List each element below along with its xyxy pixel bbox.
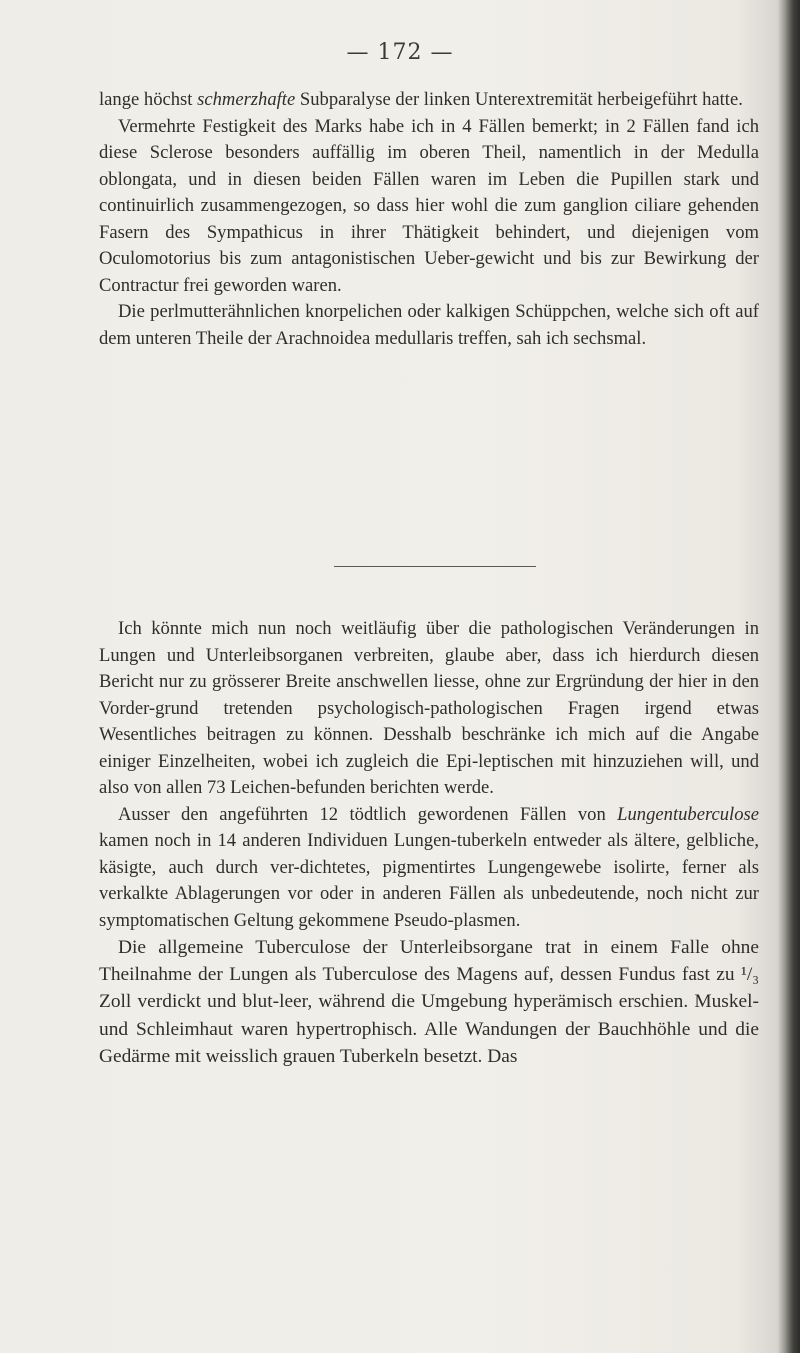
paragraph-text: Ausser den angeführten 12 tödtlich gewordenen Fällen von <box>118 803 618 825</box>
paragraph-continuation <box>99 87 759 114</box>
page-number: — 172 — <box>346 40 454 65</box>
emphasized-word: schmerzhafte <box>197 89 296 110</box>
paragraph-text: Die allgemeine Tuberculose der Unterleibsorgane trat in einem Falle ohne Theilnahme der Lungen als Tuberculose des Magens auf, dessen Fundus fast zu <box>99 937 759 986</box>
fraction: ¹/₃ <box>741 964 759 986</box>
paragraph-text: lange höchst <box>99 89 198 110</box>
paragraph-abdominal-tuberculosis <box>99 934 759 1070</box>
paragraph-sclerosis: Vermehrte Festigkeit des Marks habe ich in 4 Fällen bemerkt; in 2 Fällen fand ich diese Sclerose besonders auffällig im oberen Theil, namentlich in der Medulla oblongata, und in diesen beiden Fällen waren im Leben die Pupillen stark und continuirlich zusammengezogen, so dass hier wohl die zum ganglion ciliare gehenden Fasern des Sympathicus in ihrer Thätigkeit behindert, und diejenigen vom Oculomotorius bis zum antagonistischen Ueber-gewicht und bis zur Bewirkung der Contractur frei geworden waren. <box>99 115 759 296</box>
section-divider <box>334 566 536 567</box>
paragraph-arachnoidea: Die perlmutterähnlichen knorpelichen oder kalkigen Schüppchen, welche sich oft auf dem unteren Theile der Arachnoidea medullaris treffen, sah ich sechsmal. <box>99 301 759 349</box>
paragraph-overview: Ich könnte mich nun noch weitläufig über die pathologischen Veränderungen in Lungen und Unterleibsorganen verbreiten, glaube aber, dass ich hierdurch diesen Bericht nur zu grösserer Breite anschwellen liesse, ohne zur Ergründung der hier in den Vorder-grund tretenden psychologisch-pathologischen Fragen irgend etwas Wesentliches beitragen zu können. Desshalb beschränke ich mich auf die Angabe einiger Einzelheiten, wobei ich zugleich die Epi-leptischen mit hinzuziehen will, und also von allen 73 Leichen-befunden berichten werde. <box>99 618 759 798</box>
paragraph-text: Subparalyse der linken Unterextremität herbeigeführt hatte. <box>295 89 743 110</box>
paragraph-text: kamen noch in 14 anderen Individuen Lungen-tuberkeln entweder als ältere, gelbliche, käsigte, auch durch ver-dichtetes, pigmentirtes Lungengewebe isolirte, ferner als verkalkte Ablagerungen vor oder in anderen Fällen als unbedeutende, noch nicht zur symptomatischen Geltung gekommene Pseudo-plasmen. <box>99 830 759 931</box>
paragraph-text: Zoll verdickt und blut-leer, während die Umgebung hyperämisch erschien. Muskel- und Schleimhaut waren hypertrophisch. Alle Wandungen der Bauchhöhle und die Gedärme mit weisslich grauen Tuberkeln besetzt. Das <box>99 991 759 1067</box>
text-section-bottom <box>99 616 759 1070</box>
paragraph-lung-tuberculosis <box>99 802 759 935</box>
book-spine-shadow <box>778 0 800 1353</box>
emphasized-term: Lungentuberculose <box>617 803 759 825</box>
text-section-top <box>99 87 759 352</box>
